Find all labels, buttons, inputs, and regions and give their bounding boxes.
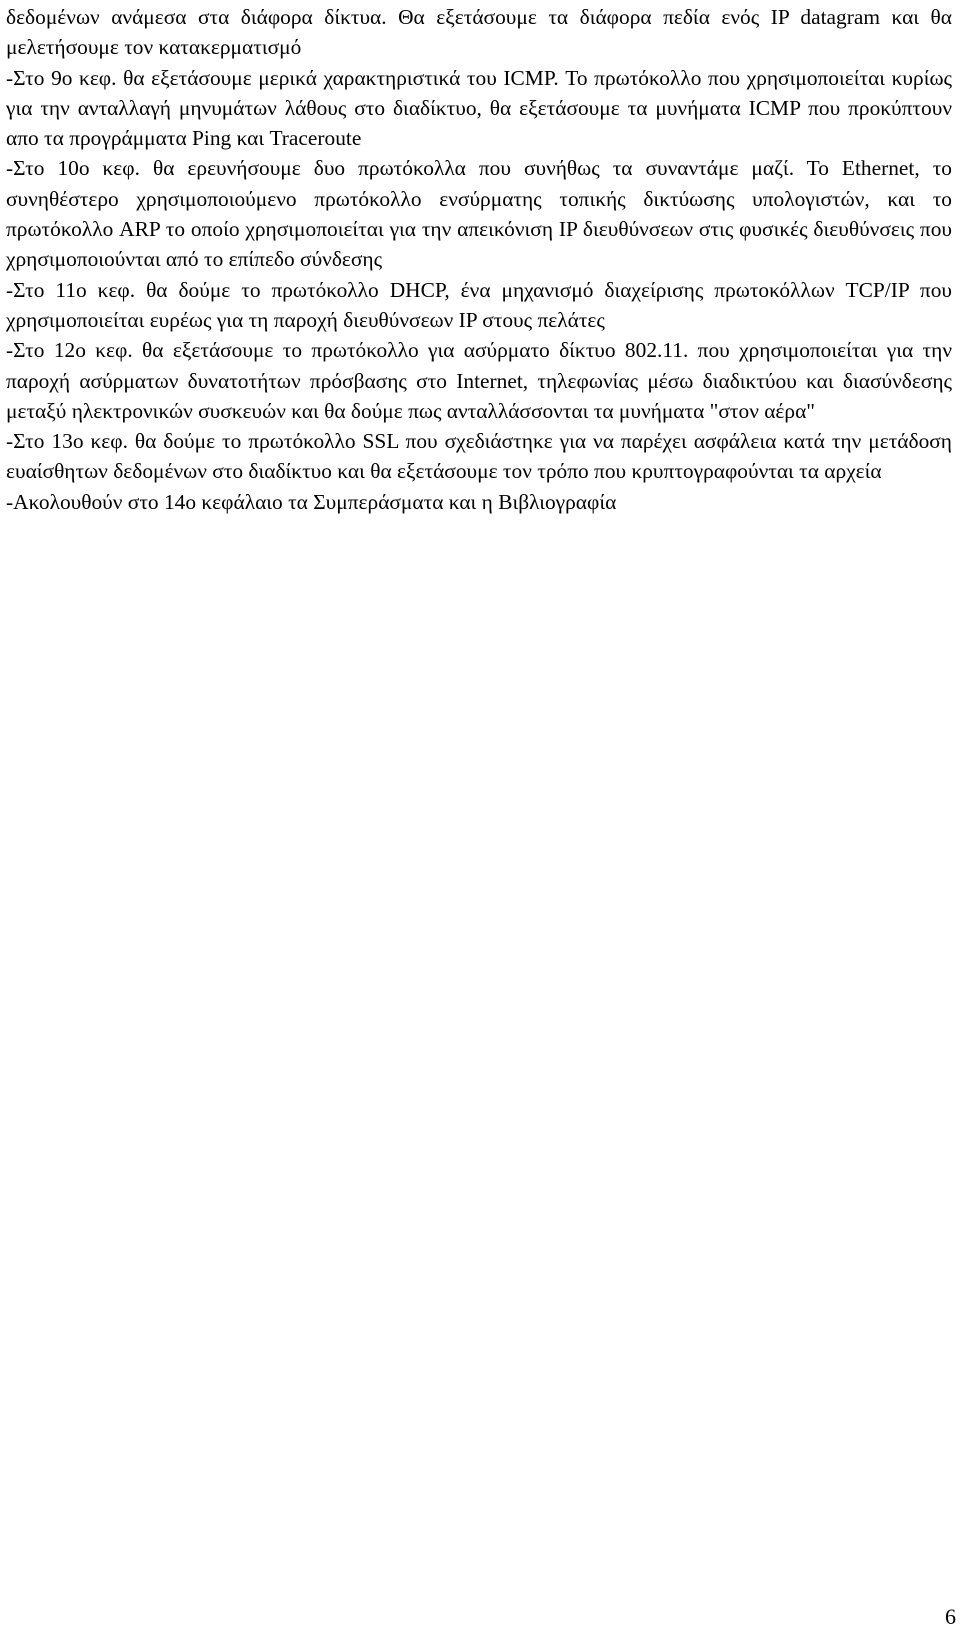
paragraph-chapter-10-ethernet-arp: -Στο 10ο κεφ. θα ερευνήσουμε δυο πρωτόκολλα που συνήθως τα συναντάμε μαζί. Το Ethernet, το συνηθέστερο χρησιμοποιούμενο πρωτόκολλο ενσύρματης τοπικής δικτύωσης υπολογιστών, και το πρωτόκολλο ARP το οποίο χρησιμοποιείται για την απεικόνιση IP διευθύνσεων στις φυσικές διευθύνσεις που χρησιμοποιούνται από το επίπεδο σύνδεσης [6,156,952,272]
paragraph-chapter-9-icmp: -Στο 9ο κεφ. θα εξετάσουμε μερικά χαρακτηριστικά του ICMP. Το πρωτόκολλο που χρησιμοποιείται κυρίως για την ανταλλαγή μηνυμάτων λάθους στο διαδίκτυο, θα εξετάσουμε τα μυνήματα ICMP που προκύπτουν απο τα προγράμματα Ping και Traceroute [6,65,952,151]
page-number: 6 [945,1604,956,1629]
paragraph-chapter-14-conclusions: -Ακολουθούν στο 14ο κεφάλαιο τα Συμπεράσματα και η Βιβλιογραφία [6,489,617,514]
paragraph-chapter-12-wireless: -Στο 12ο κεφ. θα εξετάσουμε το πρωτόκολλο για ασύρματο δίκτυο 802.11. που χρησιμοποιείται για την παροχή ασύρματων δυνατοτήτων πρόσβασης στο Internet, τηλεφωνίας μέσω διαδικτύου και διασύνδεσης μεταξύ ηλεκτρονικών συσκευών και θα δούμε πως ανταλλάσσονται τα μυνήματα "στον αέρα" [6,338,952,423]
paragraph-ip-datagram: δεδομένων ανάμεσα στα διάφορα δίκτυα. Θα εξετάσουμε τα διάφορα πεδία ενός IP datagram και θα μελετήσουμε τον κατακερματισμό [6,5,952,60]
paragraph-chapter-13-ssl: -Στο 13ο κεφ. θα δούμε το πρωτόκολλο SSL που σχεδιάστηκε για να παρέχει ασφάλεια κατά την μετάδοση ευαίσθητων δεδομένων στο διαδίκτυο και θα εξετάσουμε τον τρόπο που κρυπτογραφούνται τα αρχεία [6,429,952,484]
document-body [6,2,952,517]
paragraph-chapter-11-dhcp: -Στο 11ο κεφ. θα δούμε το πρωτόκολλο DHCP, ένα μηχανισμό διαχείρισης πρωτοκόλλων TCP/IP που χρησιμοποιείται ευρέως για τη παροχή διευθύνσεων IP στους πελάτες [6,277,952,332]
